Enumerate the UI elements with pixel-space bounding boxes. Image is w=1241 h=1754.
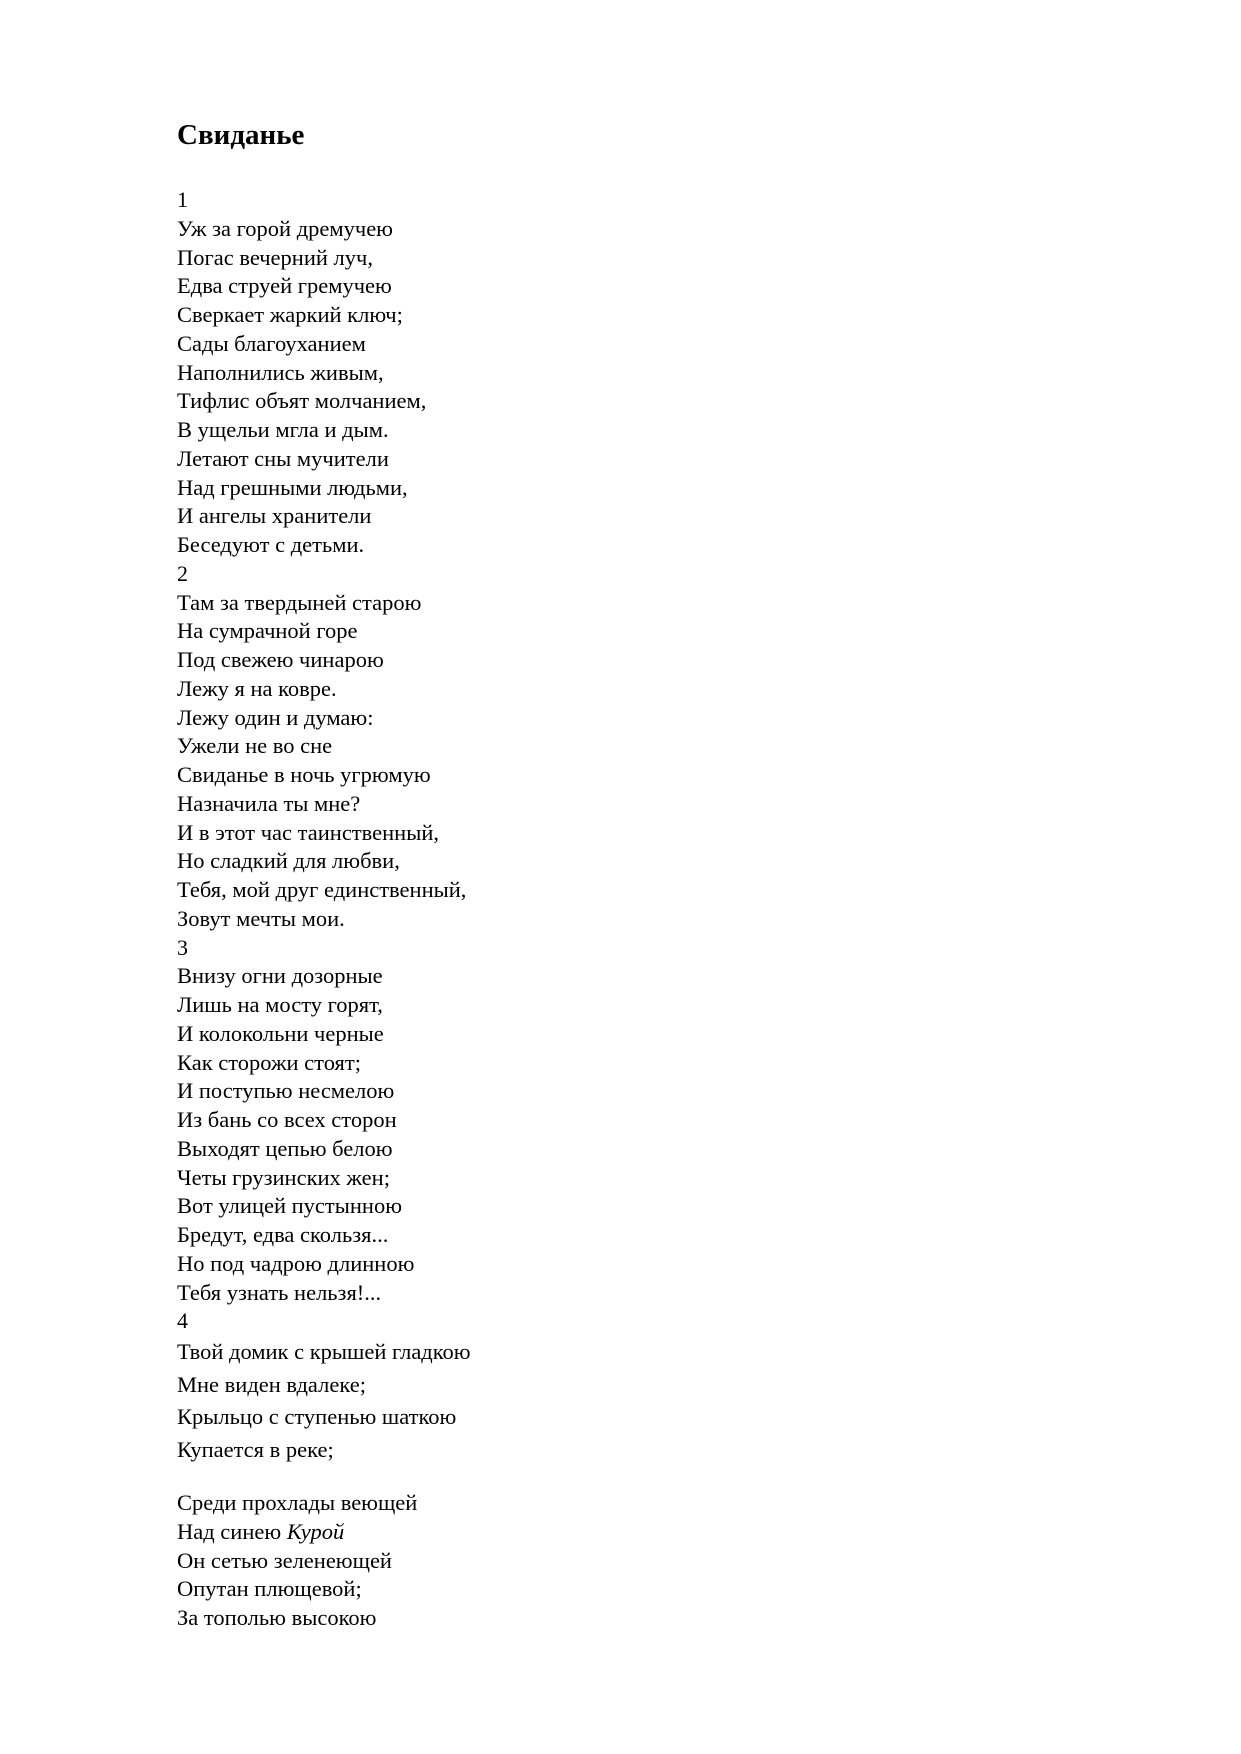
poem-line: Четы грузинских жен;	[177, 1164, 390, 1190]
poem-line: Тифлис объят молчанием,	[177, 388, 427, 414]
poem-line: Тебя, мой друг единственный,	[177, 877, 467, 902]
stanza-number: 2	[177, 560, 188, 586]
stanza-number: 3	[177, 934, 188, 960]
poem-line: Но сладкий для любви,	[177, 848, 400, 874]
poem-line: Там за твердыней старою	[177, 589, 422, 615]
poem-line: Мне виден вдалеке;	[177, 1371, 366, 1397]
italic-word: Курой	[286, 1518, 345, 1544]
poem-line: Лежу один и думаю:	[177, 704, 374, 730]
poem-line: Тебя узнать нельзя!...	[177, 1279, 382, 1305]
poem-line: Вот улицей пустынною	[177, 1193, 403, 1219]
poem-line: Из бань со всех сторон	[177, 1107, 397, 1132]
poem-line: Твой домик с крышей гладкою	[177, 1339, 471, 1364]
stanza-number: 1	[177, 187, 188, 212]
poem-line: Выходят цепью белою	[177, 1135, 393, 1161]
poem-line: Внизу огни дозорные	[177, 963, 383, 989]
poem-line: В ущельи мгла и дым.	[177, 417, 389, 442]
poem-line: На сумрачной горе	[177, 618, 358, 644]
poem-line: Купается в реке;	[177, 1436, 334, 1462]
stanza-gap	[177, 1466, 1177, 1489]
poem-line-text: Над синею	[177, 1518, 287, 1544]
poem-line-with-italic	[177, 1518, 1177, 1547]
poem-line: Лишь на мосту горят,	[177, 992, 383, 1017]
poem-line: Беседуют с детьми.	[177, 532, 365, 557]
stanza-3	[177, 934, 1177, 1308]
poem-line: Наполнились живым,	[177, 359, 384, 385]
poem-line: Он сетью зеленеющей	[177, 1547, 392, 1573]
poem-line: Среди прохлады веющей	[177, 1490, 418, 1515]
poem-line: За тополью высокою	[177, 1605, 377, 1630]
poem-line: Лежу я на ковре.	[177, 675, 337, 701]
poem-title: Свиданье	[177, 119, 305, 151]
poem-line: И колокольни черные	[177, 1020, 384, 1046]
poem-body	[177, 186, 1177, 1633]
stanza-number: 4	[177, 1308, 188, 1334]
poem-line: Погас вечерний луч,	[177, 244, 373, 270]
poem-line: Едва струей гремучею	[177, 273, 392, 299]
poem-line: Крыльцо с ступенью шаткою	[177, 1404, 457, 1429]
stanza-4	[177, 1307, 1177, 1633]
poem-line: Зовут мечты мои.	[177, 905, 345, 931]
poem-line: Уж за горой дремучею	[177, 215, 393, 241]
poem-line: Сверкает жаркий ключ;	[177, 302, 403, 327]
poem-line: Летают сны мучители	[177, 445, 389, 471]
poem-line: Под свежею чинарою	[177, 647, 384, 672]
poem-line: Как сторожи стоят;	[177, 1049, 361, 1075]
poem-line: И ангелы хранители	[177, 503, 372, 529]
poem-line: Ужели не во сне	[177, 733, 333, 759]
stanza-4-part-a	[177, 1336, 1177, 1466]
poem-line: Назначила ты мне?	[177, 790, 361, 816]
poem-line: Опутан плющевой;	[177, 1576, 362, 1602]
poem-line: Свиданье в ночь угрюмую	[177, 762, 431, 787]
poem-line: Бредут, едва скользя...	[177, 1222, 389, 1247]
poem-line: Над грешными людьми,	[177, 474, 408, 500]
poem-line: И поступью несмелою	[177, 1078, 395, 1104]
stanza-1	[177, 186, 1177, 560]
stanza-2	[177, 560, 1177, 934]
poem-line: Но под чадрою длинною	[177, 1250, 415, 1276]
poem-line: И в этот час таинственный,	[177, 819, 439, 845]
poem-line: Сады благоуханием	[177, 330, 366, 356]
